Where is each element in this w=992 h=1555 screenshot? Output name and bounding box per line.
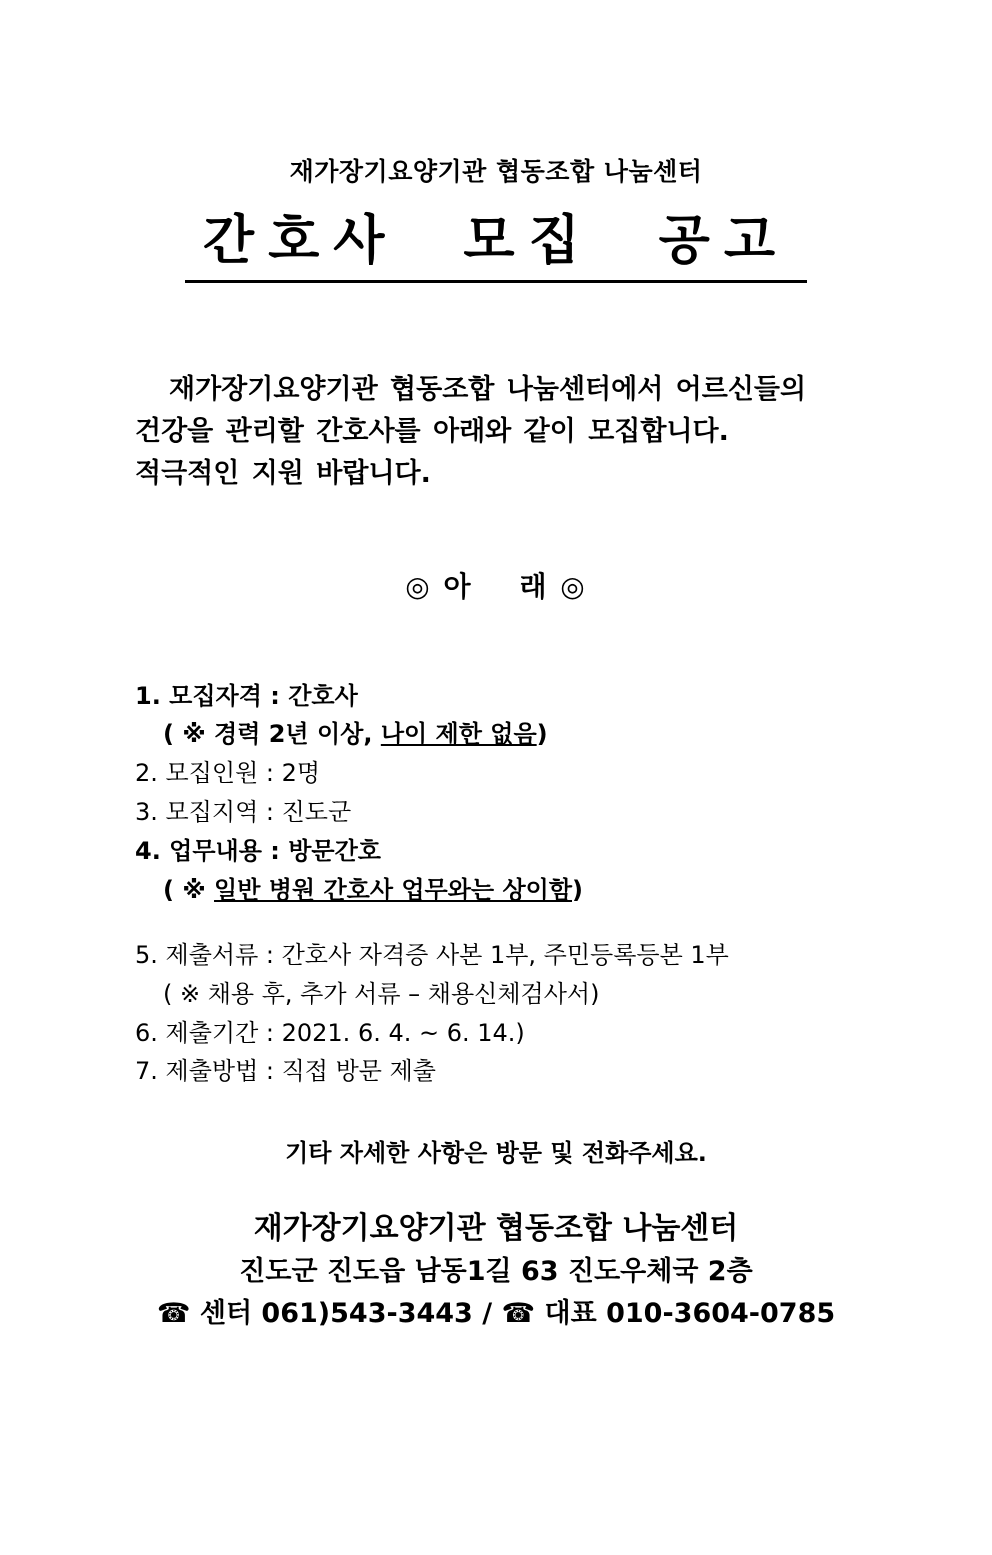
list-item-prefix: ( ※ 경력 2년 이상, [163, 720, 381, 749]
list-item-text: 4. 업무내용 : 방문간호 [135, 837, 381, 866]
contact-block [135, 1206, 857, 1335]
list-item-suffix: ) [572, 875, 583, 904]
list-item-text: 5. 제출서류 : 간호사 자격증 사본 1부, 주민등록등본 1부 [135, 940, 729, 969]
below-marker: ◎ 아 래 ◎ [405, 569, 587, 603]
page-title-text: 간호사 모집 공고 [185, 198, 807, 283]
list-item-underlined-text: 나이 제한 없음 [380, 720, 537, 749]
list-item [135, 936, 857, 975]
intro-line-2: 건강을 관리할 간호사를 아래와 같이 모집합니다. [135, 415, 729, 447]
list-item-text: 1. 모집자격 : 간호사 [135, 681, 358, 710]
list-item [135, 754, 857, 793]
list-item-suffix: ) [536, 720, 548, 749]
recruitment-details-list [135, 677, 857, 1092]
organization-name: 재가장기요양기관 협동조합 나눔센터 [289, 157, 703, 186]
contact-address: 진도군 진도읍 남동1길 63 진도우체국 2층 [239, 1256, 753, 1288]
list-item [135, 1014, 857, 1053]
list-item [135, 677, 857, 716]
contact-phones: ☎ 센터 061)543-3443 / ☎ 대표 010-3604-0785 [156, 1298, 836, 1330]
list-item [135, 832, 857, 871]
page-title [135, 198, 857, 291]
list-item-underlined-text: 일반 병원 간호사 업무와는 상이함 [214, 875, 573, 904]
list-item [135, 1052, 857, 1091]
list-item [135, 715, 857, 754]
list-item-text: 6. 제출기간 : 2021. 6. 4. ~ 6. 14.) [135, 1018, 525, 1047]
notice-document [0, 152, 992, 1555]
list-item-text: 2. 모집인원 : 2명 [135, 759, 321, 788]
list-item [135, 871, 857, 910]
intro-paragraph [135, 369, 857, 495]
additional-note: 기타 자세한 사항은 방문 및 전화주세요. [285, 1139, 707, 1168]
intro-line-1: 재가장기요양기관 협동조합 나눔센터에서 어르신들의 [169, 374, 807, 405]
list-item-prefix: ( ※ [163, 875, 215, 904]
list-item-text: ( ※ 채용 후, 추가 서류 – 채용신체검사서) [163, 979, 600, 1008]
list-item [135, 975, 857, 1014]
list-item [135, 793, 857, 832]
list-item-text: 7. 제출방법 : 직접 방문 제출 [135, 1057, 436, 1086]
intro-line-3: 적극적인 지원 바랍니다. [135, 457, 431, 489]
contact-center-name: 재가장기요양기관 협동조합 나눔센터 [253, 1211, 739, 1247]
list-item-text: 3. 모집지역 : 진도군 [135, 798, 352, 827]
